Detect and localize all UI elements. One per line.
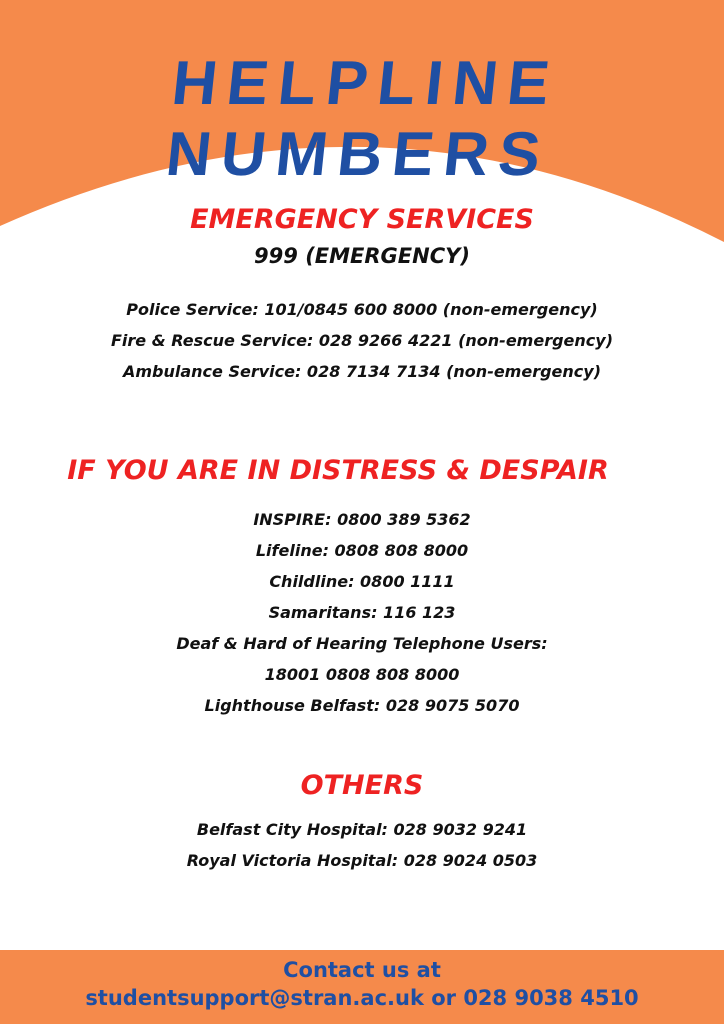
lighthouse-belfast-line: Lighthouse Belfast: 028 9075 5070 [204, 696, 520, 715]
inspire-line: INSPIRE: 0800 389 5362 [253, 510, 471, 529]
samaritans-line: Samaritans: 116 123 [268, 603, 456, 622]
deaf-hard-of-hearing-line: Deaf & Hard of Hearing Telephone Users: [176, 634, 548, 653]
belfast-city-hospital-line: Belfast City Hospital: 028 9032 9241 [196, 820, 528, 839]
emergency-list [0, 294, 724, 387]
page-title: HELPLINE NUMBERS [162, 49, 563, 189]
others-heading: OTHERS [300, 770, 424, 801]
lifeline-line: Lifeline: 0808 808 8000 [255, 541, 469, 560]
others-list [0, 814, 724, 876]
distress-heading: IF YOU ARE IN DISTRESS & DESPAIR [67, 455, 609, 486]
fire-rescue-line: Fire & Rescue Service: 028 9266 4221 (non-emergency) [110, 331, 613, 350]
ambulance-line: Ambulance Service: 028 7134 7134 (non-emergency) [122, 362, 602, 381]
distress-list [0, 504, 724, 721]
deaf-number-line: 18001 0808 808 8000 [264, 665, 460, 684]
contact-label: Contact us at [283, 958, 441, 982]
emergency-number: 999 (EMERGENCY) [254, 244, 470, 268]
royal-victoria-hospital-line: Royal Victoria Hospital: 028 9024 0503 [186, 851, 538, 870]
contact-details: studentsupport@stran.ac.uk or 028 9038 4510 [85, 986, 639, 1010]
emergency-heading: EMERGENCY SERVICES [190, 204, 534, 235]
footer-contact [0, 950, 724, 1024]
childline-line: Childline: 0800 1111 [269, 572, 455, 591]
police-line: Police Service: 101/0845 600 8000 (non-emergency) [126, 300, 598, 319]
